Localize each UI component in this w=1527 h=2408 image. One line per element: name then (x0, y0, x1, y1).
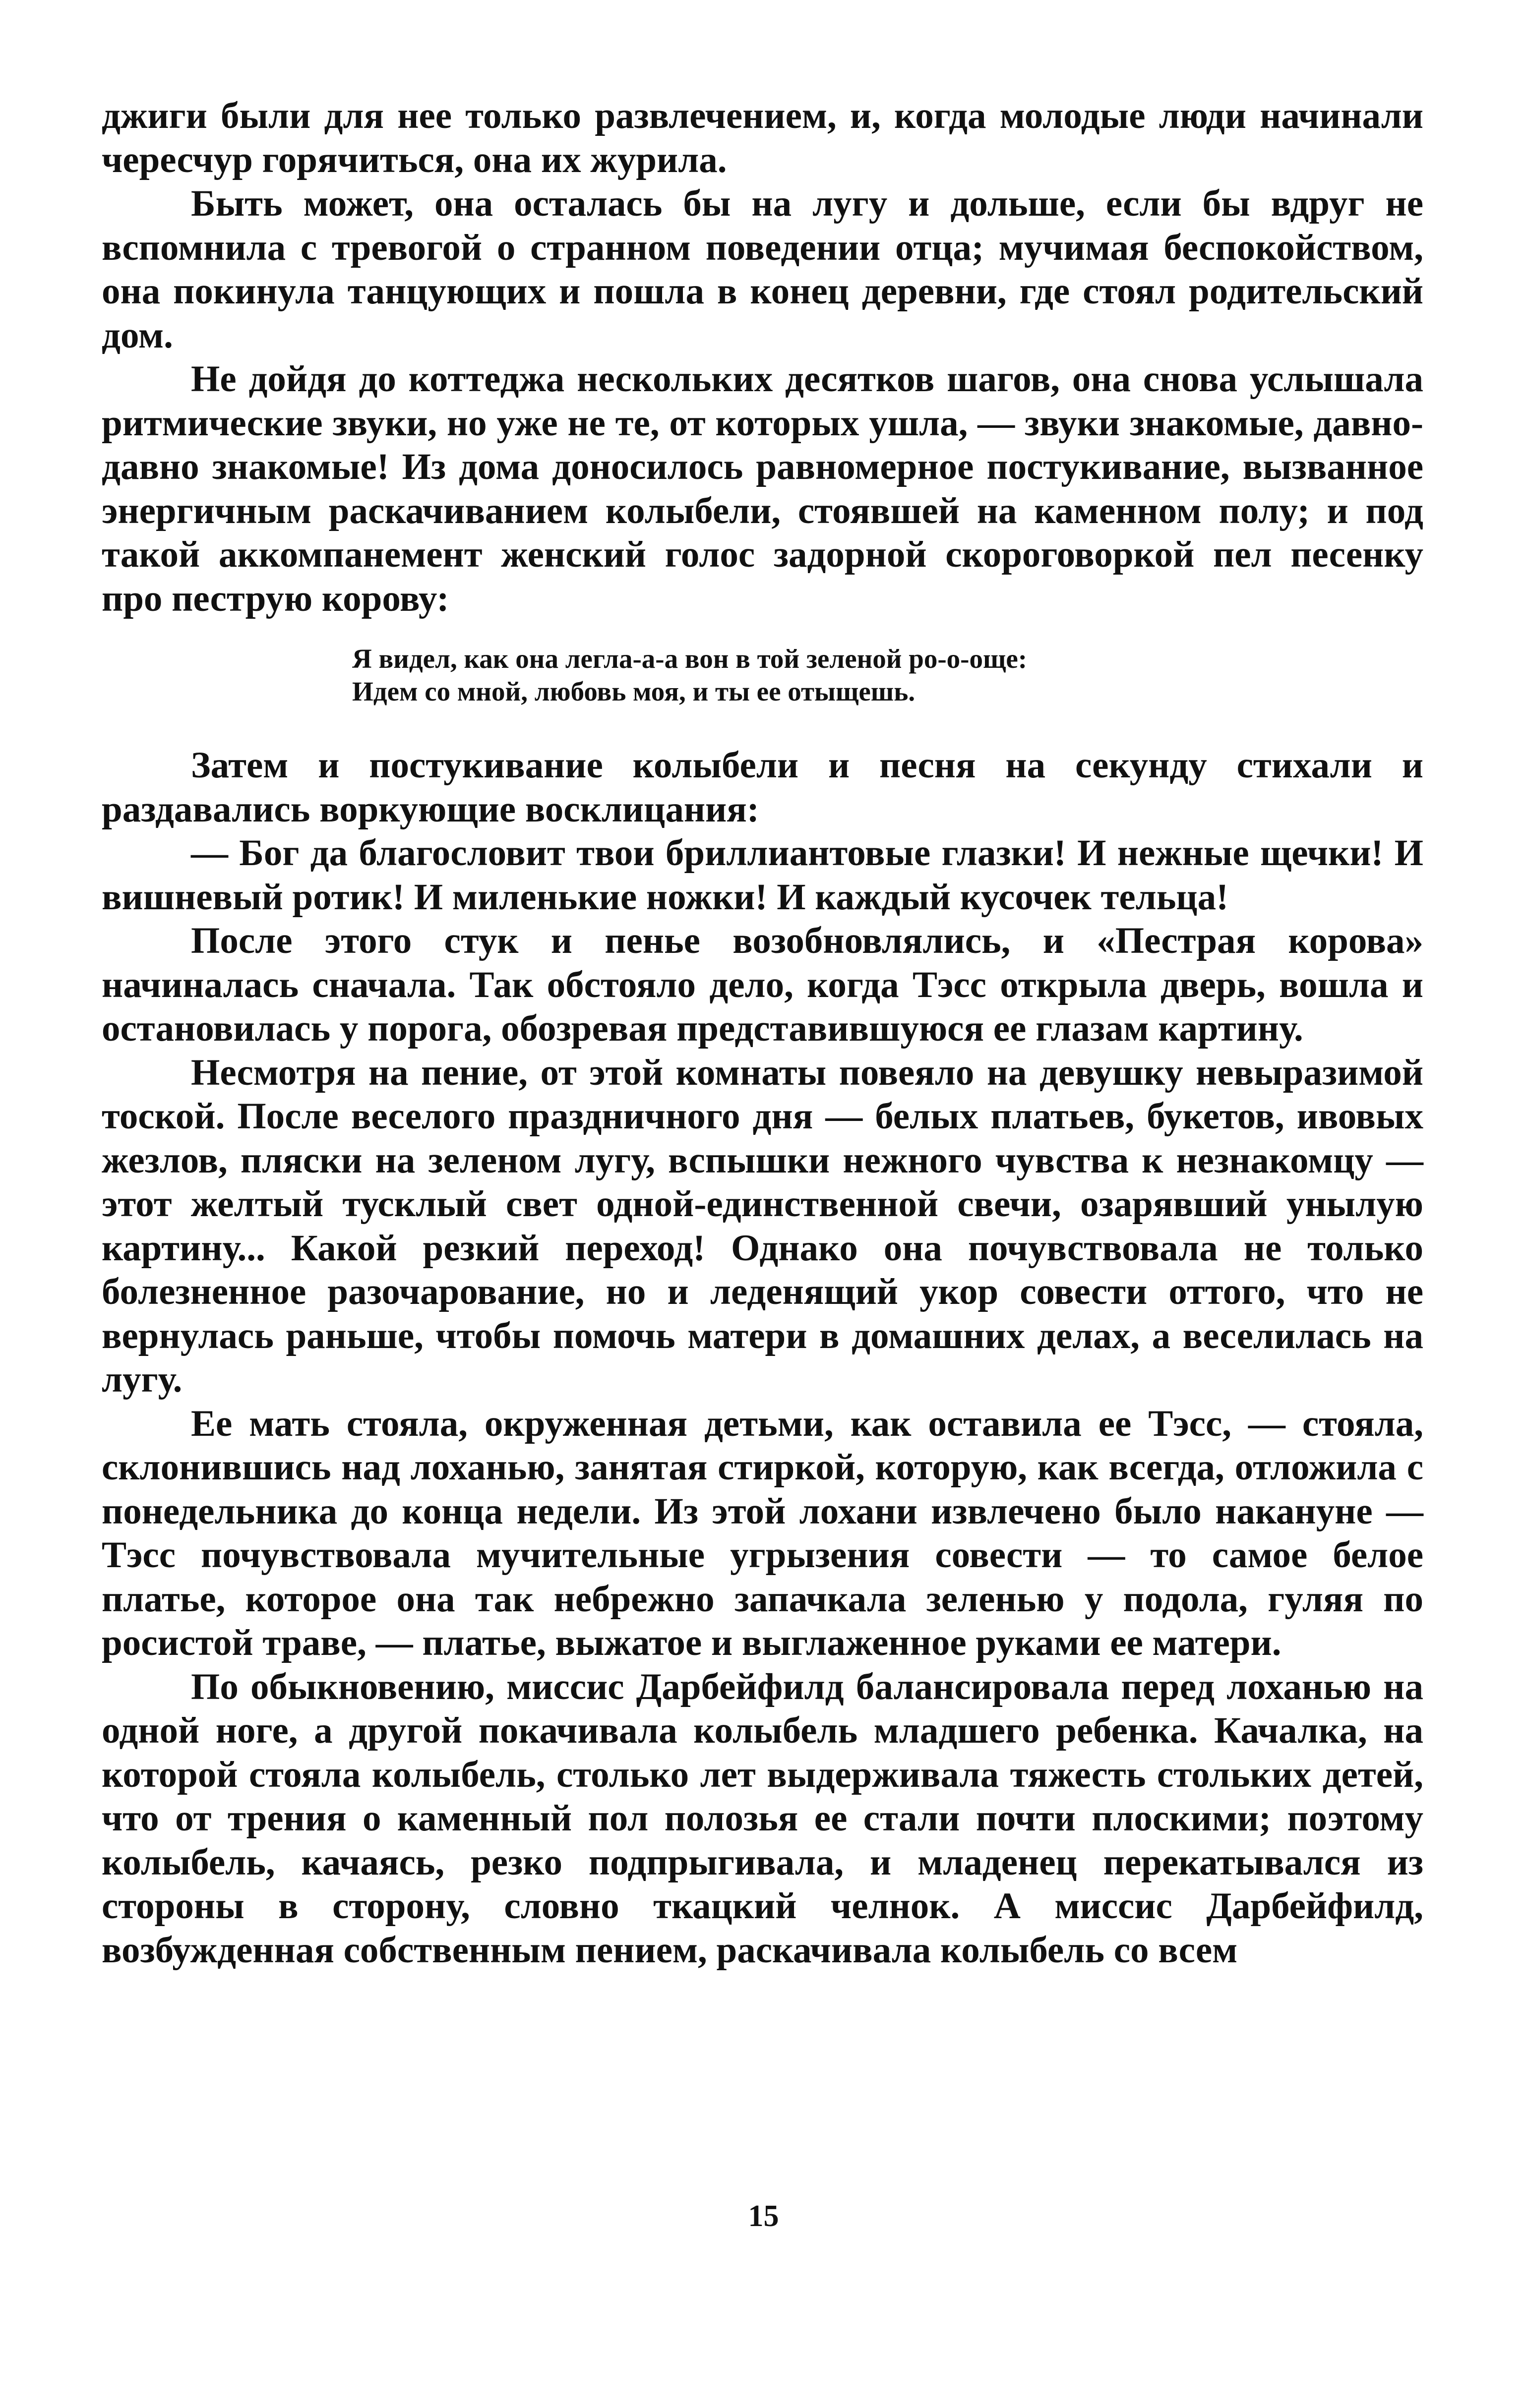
book-page (102, 94, 1423, 2325)
paragraph-cradle-song: Не дойдя до коттеджа нескольких десятков шагов, она снова услышала ритмические звуки, но уже не те, от которых ушла, — звуки знакомые, давно-давно знакомые! Из дома доносилось равномерное постукивание, вызванное энергичным раскачиванием колыбели, стоявшей на каменном полу; и под такой аккомпанемент женский голос задорной скороговоркой пел песенку про пеструю корову: (102, 358, 1423, 619)
paragraph-gloomy-room: Несмотря на пение, от этой комнаты повеяло на девушку невыразимой тоской. После веселого праздничного дня — белых платьев, букетов, ивовых жезлов, пляски на зеленом лугу, вспышки нежного чувства к незнакомцу — этот желтый тусклый свет одной-единственной свечи, озарявший унылую картину... Какой резкий переход! Однако она почувствовала не только болезненное разочарование, но и леденящий укор совести оттого, что не вернулась раньше, чтобы помочь матери в домашних делах, а веселилась на лугу. (102, 1052, 1423, 1400)
paragraph-blessing: — Бог да благословит твои бриллиантовые глазки! И нежные щечки! И вишневый ротик! И миленькие ножки! И каждый кусочек тельца! (102, 832, 1423, 918)
paragraph-mother-washing: Ее мать стояла, окруженная детьми, как оставила ее Тэсс, — стояла, склонившись над лоханью, занятая стиркой, которую, как всегда, отложила с понедельника до конца недели. Из этой лохани извлечено было накануне — Тэсс почувствовала мучительные угрызения совести — то самое белое платье, которое она так небрежно запачкала зеленью у подола, гуляя по росистой траве, — платье, выжатое и выглаженное руками ее матери. (102, 1403, 1423, 1663)
song-verse (102, 643, 1423, 708)
paragraph-father-worry: Быть может, она осталась бы на лугу и дольше, если бы вдруг не вспомнила с тревогой о странном поведении отца; мучимая беспокойством, она покинула танцующих и пошла в конец деревни, где стоял родительский дом. (102, 183, 1423, 356)
verse-line: Идем со мной, любовь моя, и ты ее отыщешь. (352, 676, 916, 706)
page-number: 15 (748, 2199, 779, 2233)
verse-line: Я видел, как она легла-а-а вон в той зеленой ро-о-още: (352, 644, 1028, 674)
paragraph-exclamations-intro: Затем и постукивание колыбели и песня на секунду стихали и раздавались воркующие восклицания: (102, 745, 1423, 830)
paragraph-rocking-cradle: По обыкновению, миссис Дарбейфилд балансировала перед лоханью на одной ноге, а другой покачивала колыбель младшего ребенка. Качалка, на которой стояла колыбель, столько лет выдерживала тяжесть стольких детей, что от трения о каменный пол полозья ее стали почти плоскими; поэтому колыбель, качаясь, резко подпрыгивала, и младенец перекатывался из стороны в сторону, словно ткацкий челнок. А миссис Дарбейфилд, возбужденная собственным пением, раскачивала колыбель со всем (102, 1666, 1423, 1971)
paragraph-tess-enters: После этого стук и пенье возобновлялись, и «Пестрая корова» начиналась сначала. Так обстояло дело, когда Тэсс открыла дверь, вошла и остановилась у порога, обозревая представившуюся ее глазам картину. (102, 920, 1423, 1049)
paragraph-continued: джиги были для нее только развлечением, и, когда молодые люди начинали чересчур горячиться, она их журила. (102, 95, 1423, 180)
